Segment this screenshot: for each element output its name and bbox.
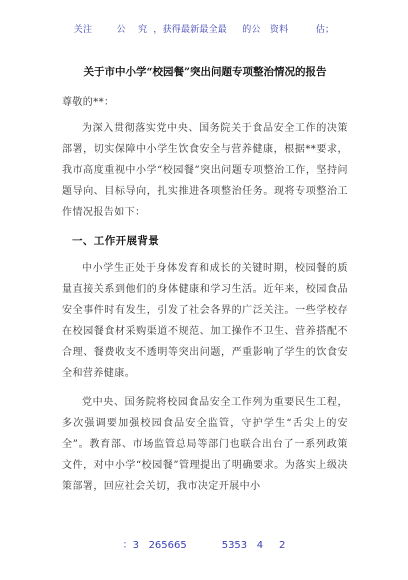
- salutation: 尊敬的**：: [62, 97, 115, 108]
- page-footer-contact: ：3 265665 5353 4 2: [122, 540, 286, 551]
- background-paragraph-1: 中小学生正处于身体发育和成长的关键时期，校园餐的质量直接关系到他们的身体健康和学习生活。近年来，校园食品安全事件时有发生，引发了社会各界的广泛关注。一些学校存在校园餐食材采购渠道不规范、加工操作不卫生、营养搭配不合理、餐费收支不透明等突出问题，严重影响了学生的饮食安全和营养健康。: [62, 263, 348, 379]
- document-title: 关于市中小学“校园餐”突出问题专项整治情况的报告: [83, 66, 327, 78]
- section-heading: 一、工作开展背景: [72, 235, 160, 247]
- intro-paragraph: 为深入贯彻落实党中央、国务院关于食品安全工作的决策部署，切实保障中小学生饮食安全与营养健康，根据**要求，我市高度重视中小学“校园餐”突出问题专项整治工作，坚持问题导向、目标导向，扎实推进各项整治任务。现将专项整治工作情况报告如下：: [62, 123, 348, 218]
- page-header-watermark: 关注 公 究 ，获得最新最全最 的公 资料 估；: [73, 25, 335, 35]
- background-paragraph-2: 党中央、国务院将校园食品安全工作列为重要民生工程，多次强调要加强校园食品安全监管，守护学生“舌尖上的安全”。教育部、市场监管总局等部门也联合出台了一系列政策文件，对中小学“校园餐”管理提出了明确要求。为落实上级决策部署，回应社会关切，我市决定开展中小: [62, 397, 348, 492]
- document-body: [62, 64, 348, 505]
